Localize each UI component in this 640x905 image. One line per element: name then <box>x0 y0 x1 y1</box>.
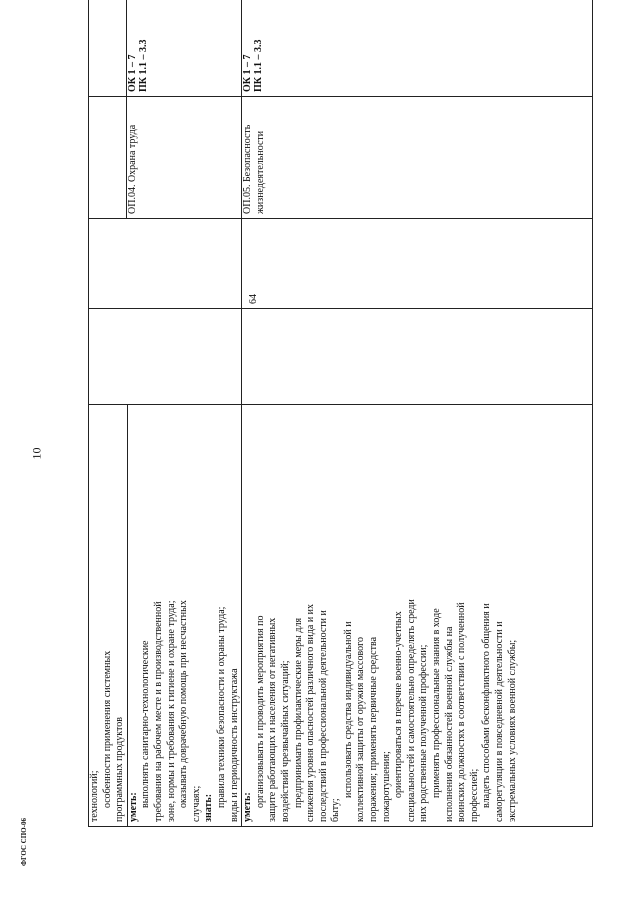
requirement-line: воздействий чрезвычайных ситуаций; <box>279 660 291 822</box>
requirement-line: исполнения обязанностей военной службы на <box>443 626 455 822</box>
requirement-line: организовывать и проводить мероприятия по <box>254 615 266 808</box>
table-row-life-safety <box>242 0 593 827</box>
competencies-cell <box>89 0 242 97</box>
requirement-line: профессией; <box>468 768 480 822</box>
hours-cell <box>89 219 242 309</box>
requirement-line: специальностей и самостоятельно определять среди <box>405 599 417 822</box>
umet-heading: уметь: <box>127 792 139 822</box>
requirement-line: правила техники безопасности и охраны труда; <box>215 606 227 808</box>
requirement-line: оказывать доврачебную помощь при несчастных <box>178 600 190 808</box>
discipline-cell <box>89 97 242 219</box>
empty-cell <box>242 309 593 405</box>
umet-heading: уметь: <box>242 792 254 822</box>
competency-code: ПК 1.1 – 3.3 <box>253 39 265 92</box>
discipline-name: ОП.04. Охрана труда <box>127 124 138 214</box>
discipline-name: ОП.05. Безопасность жизнедеятельности <box>242 97 593 219</box>
requirement-line: виды и периодичность инструктажа <box>228 668 240 822</box>
requirements-cell <box>242 405 593 827</box>
table-row-labor-safety <box>89 0 242 827</box>
requirement-line: требования на рабочем месте и в производственной <box>152 601 164 822</box>
hours-value: 64 <box>242 219 593 309</box>
page-number: 10 <box>29 447 44 460</box>
requirement-line: зоне, нормы и требования к гигиене и охране труда; <box>165 600 177 822</box>
requirement-line: снижения уровня опасностей различного вида и их <box>305 603 317 822</box>
requirement-line: применять профессиональные знания в ходе <box>431 608 443 798</box>
competencies-header-band <box>89 0 127 96</box>
requirements-cell <box>89 405 242 827</box>
requirement-line: использовать средства индивидуальной и <box>342 621 354 798</box>
requirement-line: экстремальных условиях военной службы; <box>506 639 518 822</box>
continuation-line: программных продуктов <box>114 717 126 822</box>
continuation-line: технологий; <box>89 770 100 822</box>
requirement-line: владеть способами бесконфликтного общения и <box>481 603 493 808</box>
empty-cell <box>89 309 242 405</box>
requirement-line: воинских должностях в соответствии с полученной <box>456 602 468 822</box>
znat-heading: знать: <box>203 793 215 822</box>
requirement-line: защите работающих и населения от негативных <box>267 617 279 822</box>
competency-code: ОК 1 – 7 <box>242 54 254 92</box>
requirement-line: случаях; <box>190 785 202 822</box>
requirement-line: коллективной защиты от оружия массового <box>355 637 367 822</box>
competency-code: ОК 1 – 7 <box>127 54 138 92</box>
requirement-line: быту; <box>330 798 342 822</box>
continuation-block <box>89 405 128 826</box>
rotated-table-container <box>88 37 586 827</box>
requirement-line: саморегуляции в повседневной деятельности и <box>494 621 505 822</box>
footer-document-code: ФГОС СПО-06 <box>20 818 28 866</box>
requirement-line: пожаротушения; <box>380 751 392 822</box>
requirement-line: поражения; применять первичные средства <box>368 636 380 822</box>
discipline-header-band <box>89 97 127 218</box>
requirement-line: них родственные полученной профессии; <box>418 644 430 822</box>
requirement-line: выполнять санитарно-технологические <box>140 640 152 808</box>
requirement-line: предпринимать профилактические меры для <box>292 617 304 808</box>
competency-code: ПК 1.1 – 3.3 <box>138 39 149 92</box>
requirement-line: последствий в профессиональной деятельности и <box>317 610 329 822</box>
requirement-line: ориентироваться в перечне военно-учетных <box>393 611 405 798</box>
continuation-line: особенности применения системных <box>101 650 113 808</box>
curriculum-table <box>88 0 593 827</box>
competencies-cell <box>242 0 593 97</box>
